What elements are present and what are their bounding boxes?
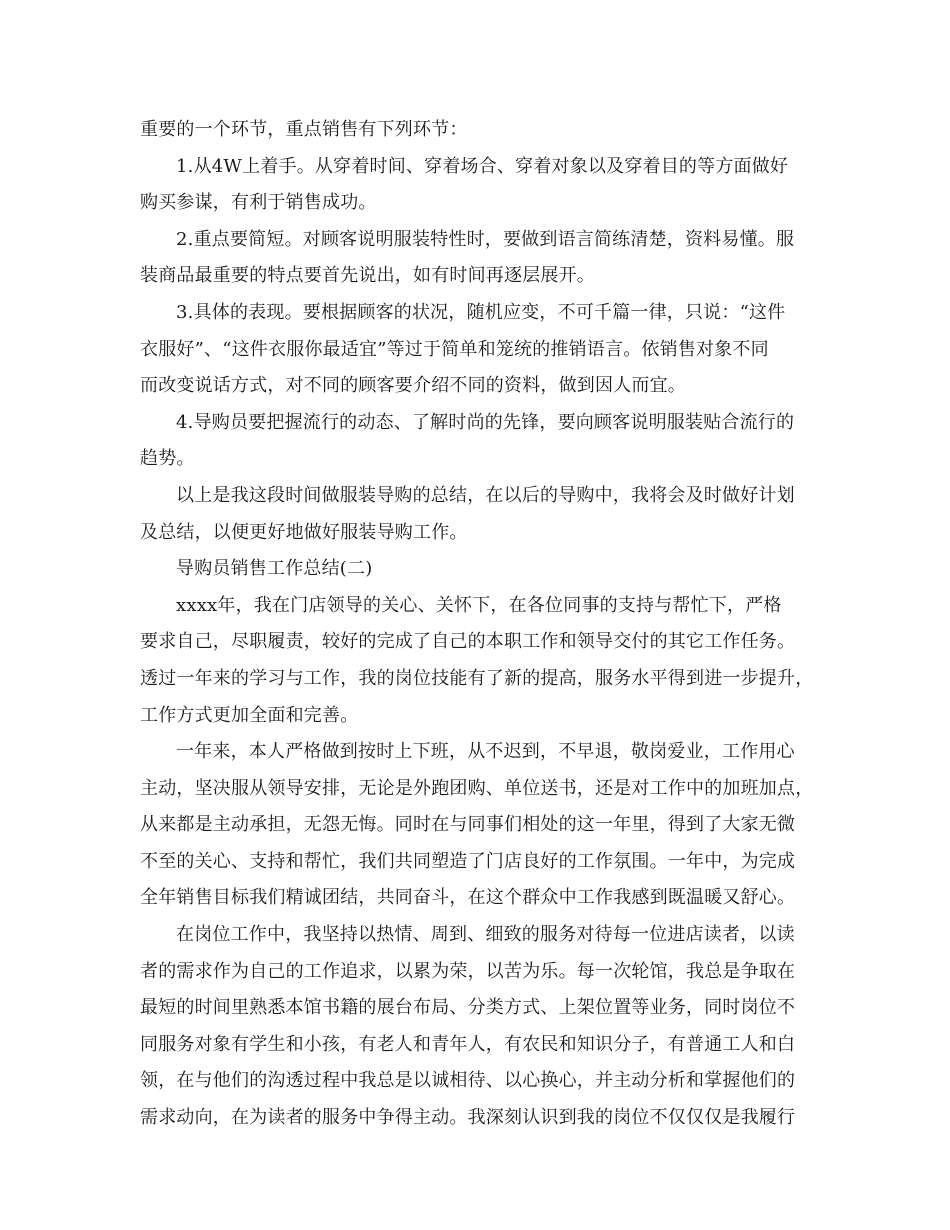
document-body: [140, 112, 818, 1137]
text-line: 2.重点要简短。对顾客说明服装特性时，要做到语言简练清楚，资料易懂。服: [176, 228, 795, 250]
text-line: 全年销售目标我们精诚团结，共同奋斗，在这个群众中工作我感到既温暖又舒心。: [140, 887, 796, 909]
section-heading: 导购员销售工作总结(二): [176, 558, 373, 580]
text-line: 以上是我这段时间做服装导购的总结，在以后的导购中，我将会及时做好计划: [176, 484, 795, 506]
text-line: 购买参谋，有利于销售成功。: [140, 192, 377, 214]
text-line: 工作方式更加全面和完善。: [140, 704, 359, 726]
text-line: 需求动向，在为读者的服务中争得主动。我深刻认识到我的岗位不仅仅仅是我履行: [140, 1107, 796, 1129]
text-line: xxxx年，我在门店领导的关心、关怀下，在各位同事的支持与帮忙下，严格: [176, 594, 782, 616]
text-line: 最短的时间里熟悉本馆书籍的展台布局、分类方式、上架位置等业务，同时岗位不: [140, 997, 796, 1019]
text-line: 同服务对象有学生和小孩，有老人和青年人，有农民和知识分子，有普通工人和白: [140, 1033, 796, 1055]
text-line: 4.导购员要把握流行的动态、了解时尚的先锋，要向顾客说明服装贴合流行的: [176, 411, 795, 433]
text-line: 要求自己，尽职履责，较好的完成了自己的本职工作和领导交付的其它工作任务。: [140, 631, 796, 653]
text-line: 及总结，以便更好地做好服装导购工作。: [140, 521, 468, 543]
text-line: 装商品最重要的特点要首先说出，如有时间再逐层展开。: [140, 265, 595, 287]
text-line: 趋势。: [140, 448, 195, 470]
text-line: 1.从4W上着手。从穿着时间、穿着场合、穿着对象以及穿着目的等方面做好: [176, 155, 789, 177]
text-line: 不至的关心、支持和帮忙，我们共同塑造了门店良好的工作氛围。一年中，为完成: [140, 850, 796, 872]
text-line: 一年来，本人严格做到按时上下班，从不迟到，不早退，敬岗爱业，工作用心: [176, 741, 795, 763]
text-line: 领，在与他们的沟透过程中我总是以诚相待、以心换心，并主动分析和掌握他们的: [140, 1070, 796, 1092]
text-line: 重要的一个环节，重点销售有下列环节：: [140, 119, 468, 140]
text-line: 3.具体的表现。要根据顾客的状况，随机应变，不可千篇一律，只说：“这件: [176, 301, 786, 323]
text-line: 而改变说话方式，对不同的顾客要介绍不同的资料，做到因人而宜。: [140, 375, 686, 397]
text-line: 者的需求作为自己的工作追求，以累为荣，以苦为乐。每一次轮馆，我总是争取在: [140, 960, 796, 982]
text-line: 主动，坚决服从领导安排，无论是外跑团购、单位送书，还是对工作中的加班加点，: [140, 777, 814, 799]
text-line: 衣服好”、“这件衣服你最适宜”等过于简单和笼统的推销语言。依销售对象不同: [140, 338, 769, 360]
text-line: 在岗位工作中，我坚持以热情、周到、细致的服务对待每一位进店读者，以读: [176, 924, 795, 946]
text-line: 从来都是主动承担，无怨无悔。同时在与同事们相处的这一年里，得到了大家无微: [140, 814, 796, 836]
text-line: 透过一年来的学习与工作，我的岗位技能有了新的提高，服务水平得到进一步提升，: [140, 667, 814, 689]
